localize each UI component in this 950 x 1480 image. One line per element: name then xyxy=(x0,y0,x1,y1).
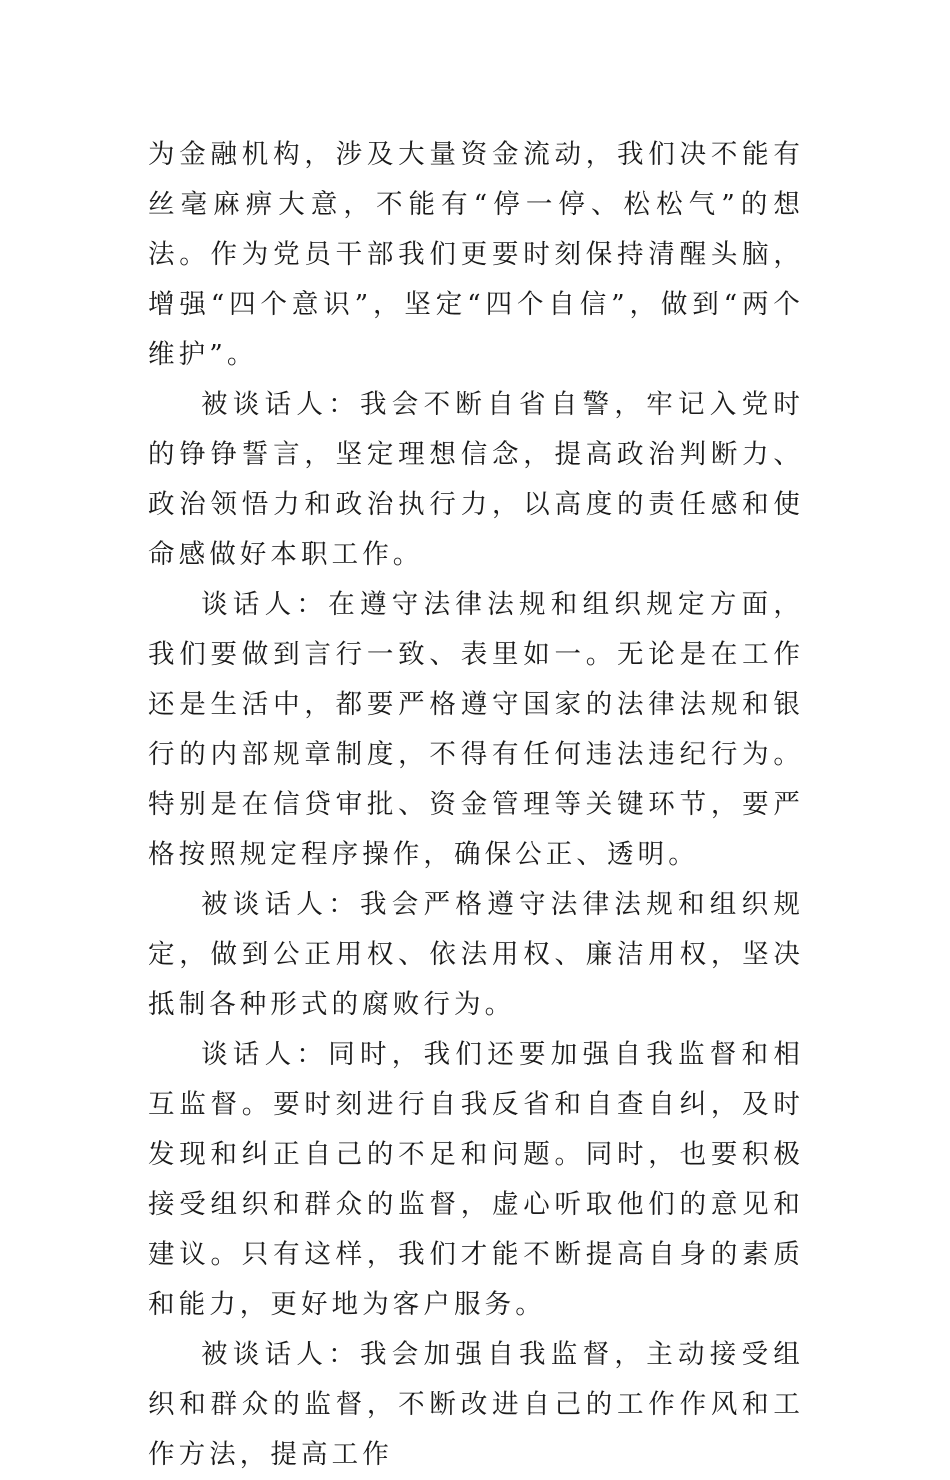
paragraph-interviewee-reply: 被谈话人：我会不断自省自警，牢记入党时的铮铮誓言，坚定理想信念，提高政治判断力、政治领悟力和政治执行力，以高度的责任感和使命感做好本职工作。 xyxy=(148,389,804,570)
paragraph-interviewee-reply: 被谈话人：我会加强自我监督，主动接受组织和群众的监督，不断改进自己的工作作风和工作方法，提高工作 xyxy=(148,1339,804,1470)
paragraph-interviewer-remark: 谈话人：在遵守法律法规和组织规定方面，我们要做到言行一致、表里如一。无论是在工作还是生活中，都要严格遵守国家的法律法规和银行的内部规章制度，不得有任何违法违纪行为。特别是在信贷审批、资金管理等关键环节，要严格按照规定程序操作，确保公正、透明。 xyxy=(148,589,804,870)
document-body xyxy=(148,130,804,1480)
paragraph-continuation: 为金融机构，涉及大量资金流动，我们决不能有丝毫麻痹大意，不能有“停一停、松松气”的想法。作为党员干部我们更要时刻保持清醒头脑，增强“四个意识”，坚定“四个自信”，做到“两个维护”。 xyxy=(148,139,804,370)
paragraph-interviewee-reply: 被谈话人：我会严格遵守法律法规和组织规定，做到公正用权、依法用权、廉洁用权，坚决抵制各种形式的腐败行为。 xyxy=(148,889,804,1020)
paragraph-interviewer-remark: 谈话人：同时，我们还要加强自我监督和相互监督。要时刻进行自我反省和自查自纠，及时发现和纠正自己的不足和问题。同时，也要积极接受组织和群众的监督，虚心听取他们的意见和建议。只有这样，我们才能不断提高自身的素质和能力，更好地为客户服务。 xyxy=(148,1039,804,1320)
